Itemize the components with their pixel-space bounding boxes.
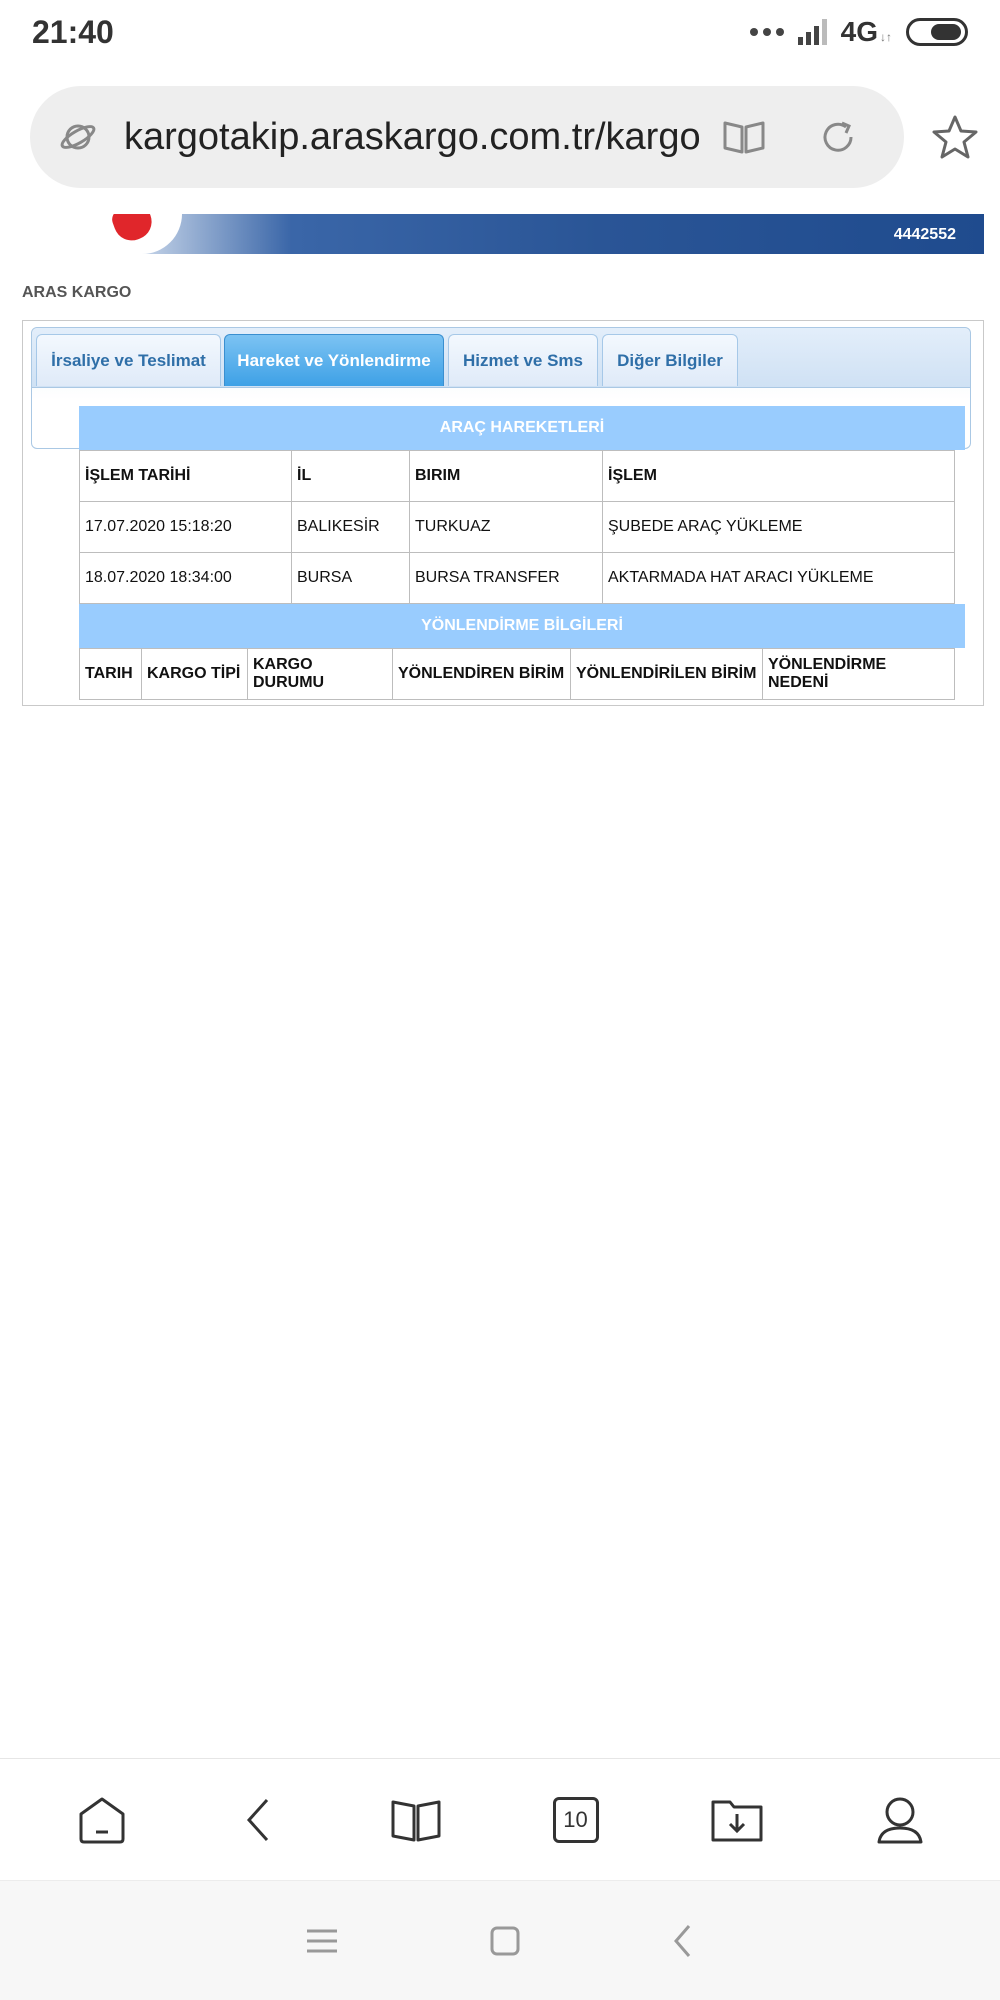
table-cell: AKTARMADA HAT ARACI YÜKLEME [603, 553, 955, 604]
tab-hizmet[interactable]: Hizmet ve Sms [448, 334, 598, 386]
signal-icon [798, 19, 827, 45]
url-text[interactable]: kargotakip.araskargo.com.tr/kargo [124, 115, 701, 158]
movements-section [79, 406, 965, 700]
tabs-icon[interactable]: 10 [553, 1797, 599, 1843]
routing-title: YÖNLENDİRME BİLGİLERİ [79, 604, 965, 648]
column-header: İŞLEM TARİHİ [80, 451, 292, 502]
table-row [80, 502, 955, 553]
column-header: KARGO TİPİ [142, 649, 248, 700]
network-type: 4G ↓↑ [840, 16, 892, 47]
status-bar [0, 0, 1000, 64]
address-bar[interactable] [30, 86, 904, 188]
system-back-icon[interactable] [671, 1923, 695, 1959]
browser-bottom-nav [0, 1758, 1000, 1880]
square-icon[interactable] [489, 1925, 521, 1957]
routing-table [79, 648, 955, 700]
column-header: YÖNLENDİRME NEDENİ [763, 649, 955, 700]
column-header: BIRIM [410, 451, 603, 502]
table-cell: 17.07.2020 15:18:20 [80, 502, 292, 553]
status-indicators [750, 16, 968, 48]
table-cell: TURKUAZ [410, 502, 603, 553]
downloads-icon[interactable] [710, 1796, 764, 1844]
movements-title: ARAÇ HAREKETLERİ [79, 406, 965, 450]
more-dots-icon [750, 28, 784, 36]
table-header-row [80, 649, 955, 700]
table-cell: ŞUBEDE ARAÇ YÜKLEME [603, 502, 955, 553]
profile-icon[interactable] [875, 1794, 925, 1846]
tracking-panel [22, 320, 984, 706]
tab-irsaliye[interactable]: İrsaliye ve Teslimat [36, 334, 221, 386]
table-cell: BURSA TRANSFER [410, 553, 603, 604]
banner-phone: 4442552 [893, 226, 956, 243]
system-nav-bar [0, 1880, 1000, 2000]
tab-hareket[interactable]: Hareket ve Yönlendirme [224, 334, 444, 386]
column-header: İL [292, 451, 410, 502]
table-cell: BALIKESİR [292, 502, 410, 553]
home-icon[interactable] [76, 1794, 128, 1846]
column-header: YÖNLENDİREN BİRİM [393, 649, 571, 700]
back-icon[interactable] [239, 1794, 279, 1846]
bookmarks-icon[interactable] [390, 1796, 442, 1844]
movements-table [79, 450, 955, 604]
table-cell: 18.07.2020 18:34:00 [80, 553, 292, 604]
table-row [80, 553, 955, 604]
column-header: YÖNLENDİRİLEN BİRİM [571, 649, 763, 700]
column-header: KARGO DURUMU [248, 649, 393, 700]
table-header-row [80, 451, 955, 502]
aras-logo [22, 214, 182, 254]
column-header: İŞLEM [603, 451, 955, 502]
planet-icon[interactable] [58, 117, 98, 157]
battery-icon [906, 18, 968, 46]
tab-diger[interactable]: Diğer Bilgiler [602, 334, 738, 386]
reader-mode-icon[interactable] [722, 119, 766, 155]
brand-label: ARAS KARGO [22, 284, 132, 301]
column-header: TARIH [80, 649, 142, 700]
menu-icon[interactable] [305, 1926, 339, 1956]
star-icon[interactable] [930, 112, 980, 162]
refresh-icon[interactable] [818, 117, 858, 157]
status-time: 21:40 [32, 13, 114, 50]
table-cell: BURSA [292, 553, 410, 604]
aras-kargo-banner [22, 214, 984, 254]
